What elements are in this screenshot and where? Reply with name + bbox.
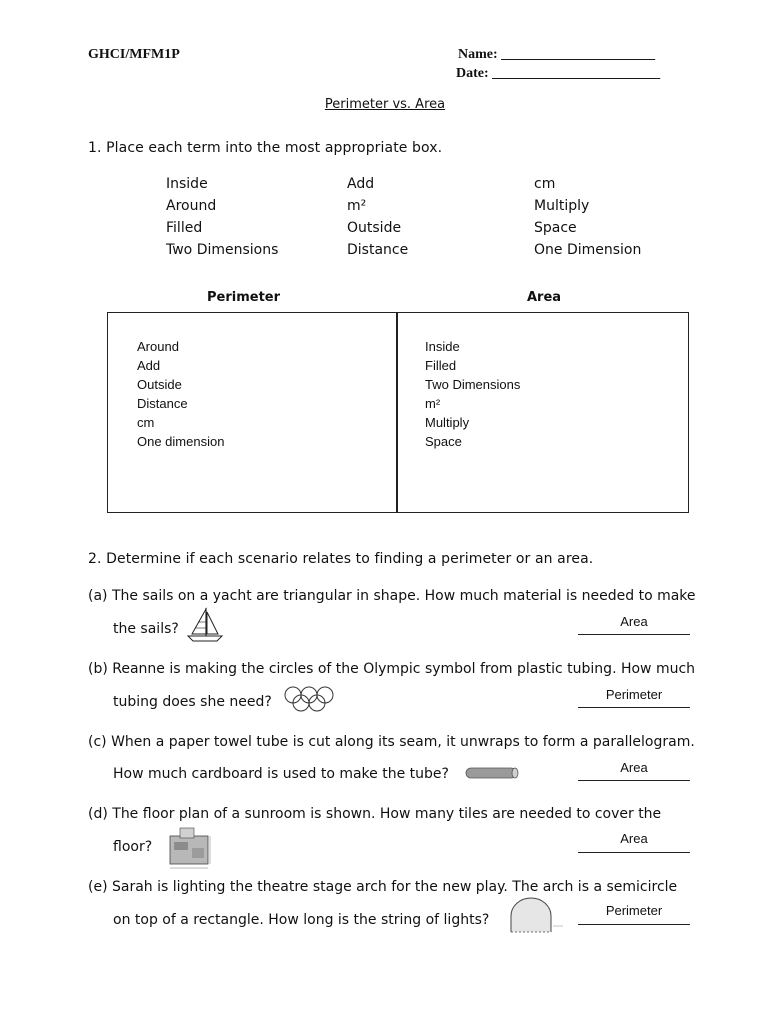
term-column-2 (347, 173, 408, 261)
term: Space (534, 220, 577, 236)
area-box (396, 312, 689, 513)
list-item: Distance (137, 396, 188, 411)
floor-plan-icon (166, 826, 218, 872)
name-field-label: Name: ______________________ (458, 47, 656, 62)
scenario-b-answer: Perimeter (605, 687, 663, 702)
date-field-label: Date: ________________________ (456, 66, 661, 81)
scenario-c-answer: Area (620, 760, 648, 775)
answer-line (578, 924, 690, 925)
answer-line (578, 780, 690, 781)
scenario-b-text-cont: tubing does she need? (113, 694, 272, 710)
answer-line (578, 634, 690, 635)
perimeter-answer-list (137, 337, 224, 451)
term: m² (347, 198, 367, 214)
list-item: Two Dimensions (425, 377, 521, 392)
term: Two Dimensions (166, 242, 279, 258)
list-item: Multiply (425, 415, 470, 430)
list-item: Filled (425, 358, 457, 373)
list-item: Add (137, 358, 161, 373)
scenario-d-answer: Area (620, 831, 648, 846)
question-2-prompt: 2. Determine if each scenario relates to finding a perimeter or an area. (88, 551, 594, 567)
term: Around (166, 198, 217, 214)
scenario-c-text: (c) When a paper towel tube is cut along its seam, it unwraps to form a parallelogram. (88, 734, 695, 750)
area-answer-list (425, 337, 520, 451)
scenario-a-text: (a) The sails on a yacht are triangular in shape. How much material is needed to make (88, 588, 696, 604)
arch-icon (507, 896, 567, 936)
tube-icon (464, 766, 520, 780)
term: Inside (166, 176, 208, 192)
term: One Dimension (534, 242, 642, 258)
term: Filled (166, 220, 203, 236)
list-item: Inside (425, 339, 460, 354)
list-item: Space (425, 434, 462, 449)
perimeter-box (107, 312, 398, 513)
scenario-d-text-cont: floor? (113, 839, 153, 855)
course-code: GHCI/MFM1P (88, 47, 180, 62)
scenario-a-answer: Area (620, 614, 648, 629)
term: Add (347, 176, 375, 192)
scenario-d-text: (d) The floor plan of a sunroom is shown. How many tiles are needed to cover the (88, 806, 662, 822)
scenario-c-text-cont: How much cardboard is used to make the tube? (113, 766, 449, 782)
list-item: Outside (137, 377, 182, 392)
sailboat-icon (186, 606, 226, 644)
term: Outside (347, 220, 402, 236)
term-column-1 (166, 173, 278, 261)
answer-line (578, 707, 690, 708)
list-item: Around (137, 339, 179, 354)
olympic-rings-icon (283, 685, 335, 715)
scenario-a-text-cont: the sails? (113, 621, 179, 637)
term: cm (534, 176, 556, 192)
answer-line (578, 852, 690, 853)
page-title: Perimeter vs. Area (324, 97, 446, 112)
scenario-b-text: (b) Reanne is making the circles of the Olympic symbol from plastic tubing. How much (88, 661, 696, 677)
perimeter-heading: Perimeter (207, 290, 281, 305)
scenario-e-text-cont: on top of a rectangle. How long is the string of lights? (113, 912, 490, 928)
term-column-3 (534, 173, 641, 261)
list-item: One dimension (137, 434, 225, 449)
list-item: cm (137, 415, 155, 430)
term: Distance (347, 242, 409, 258)
question-1-prompt: 1. Place each term into the most appropriate box. (88, 140, 443, 156)
list-item: m² (425, 396, 441, 411)
scenario-e-answer: Perimeter (605, 903, 663, 918)
term: Multiply (534, 198, 590, 214)
area-heading: Area (527, 290, 562, 305)
scenario-e-text: (e) Sarah is lighting the theatre stage arch for the new play. The arch is a semicircle (88, 879, 678, 895)
